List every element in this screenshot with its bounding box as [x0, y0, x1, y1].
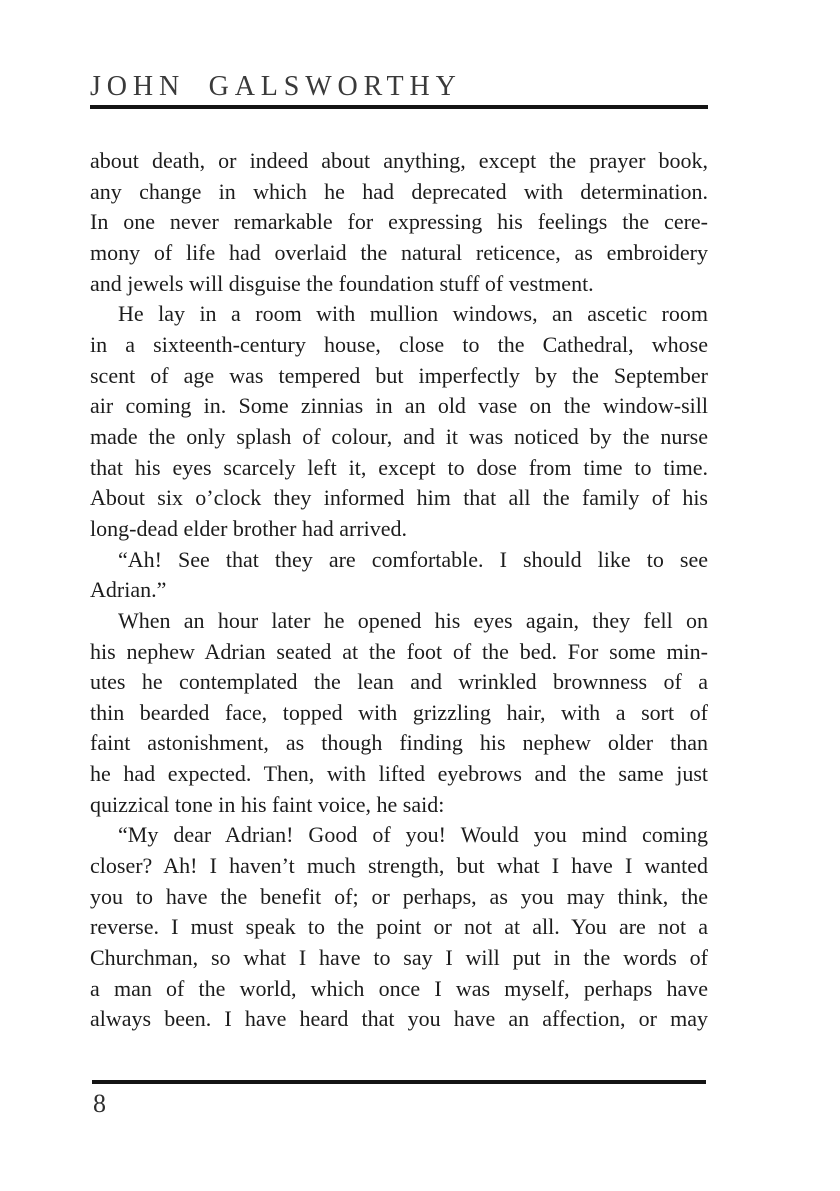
- text-line: in a sixteenth-century house, close to the Cathedral, whose: [90, 331, 708, 357]
- text-line: About six o’clock they informed him that all the family of his: [90, 485, 708, 511]
- text-line: he had expected. Then, with lifted eyebrows and the same just: [90, 761, 708, 787]
- text-line: a man of the world, which once I was myself, perhaps have: [90, 975, 708, 1001]
- text-line: air coming in. Some zinnias in an old vase on the window-sill: [90, 393, 708, 419]
- text-line: scent of age was tempered but imperfectly by the September: [90, 362, 708, 388]
- text-line: any change in which he had deprecated with determination.: [90, 178, 708, 204]
- body-text: [90, 146, 708, 1035]
- paragraph: [90, 606, 708, 821]
- text-line: mony of life had overlaid the natural reticence, as embroidery: [90, 239, 708, 265]
- text-line: closer? Ah! I haven’t much strength, but what I have I wanted: [90, 853, 708, 879]
- text-line: thin bearded face, topped with grizzling hair, with a sort of: [90, 699, 708, 725]
- footer-rule: [92, 1080, 706, 1084]
- paragraph: [90, 299, 708, 544]
- text-line: When an hour later he opened his eyes again, they fell on: [118, 607, 708, 633]
- text-line: long-dead elder brother had arrived.: [90, 515, 408, 541]
- text-line: about death, or indeed about anything, except the prayer book,: [90, 148, 708, 173]
- text-line: and jewels will disguise the foundation stuff of vestment.: [90, 270, 594, 296]
- text-line: Adrian.”: [90, 577, 167, 603]
- text-line: made the only splash of colour, and it was noticed by the nurse: [90, 423, 708, 449]
- text-line: his nephew Adrian seated at the foot of the bed. For some min-: [90, 638, 708, 664]
- page-number: 8: [93, 1089, 106, 1118]
- text-line: “Ah! See that they are comfortable. I should like to see: [118, 546, 708, 572]
- paragraph: [90, 545, 708, 606]
- text-line: He lay in a room with mullion windows, an ascetic room: [118, 301, 708, 327]
- text-line: “My dear Adrian! Good of you! Would you mind coming: [118, 822, 708, 848]
- text-line: utes he contemplated the lean and wrinkled brownness of a: [90, 669, 708, 695]
- text-line: you to have the benefit of; or perhaps, as you may think, the: [90, 883, 708, 909]
- text-line: quizzical tone in his faint voice, he said:: [90, 791, 445, 817]
- text-line: that his eyes scarcely left it, except to dose from time to time.: [90, 454, 708, 480]
- text-line: always been. I have heard that you have an affection, or may: [90, 1006, 708, 1032]
- paragraph: [90, 146, 708, 299]
- paragraph: [90, 820, 708, 1035]
- text-line: reverse. I must speak to the point or not at all. You are not a: [90, 914, 708, 940]
- running-head-author: JOHN GALSWORTHY: [90, 71, 462, 102]
- text-line: faint astonishment, as though finding his nephew older than: [90, 730, 708, 756]
- text-line: In one never remarkable for expressing his feelings the cere-: [90, 209, 708, 235]
- header-rule: [90, 105, 708, 109]
- text-line: Churchman, so what I have to say I will put in the words of: [90, 945, 708, 971]
